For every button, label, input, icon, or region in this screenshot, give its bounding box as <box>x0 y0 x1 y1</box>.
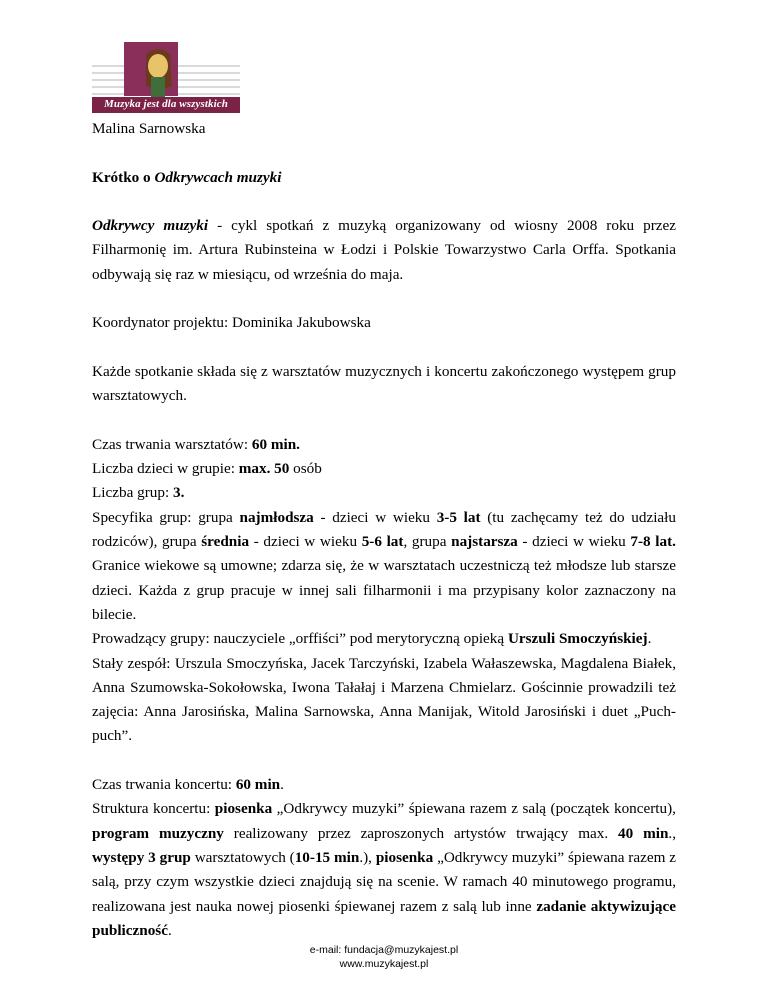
footer-email: e-mail: fundacja@muzykajest.pl <box>309 944 459 956</box>
page-footer <box>0 944 768 971</box>
group-leaders-line: Prowadzący grupy: nauczyciele „orffiści” pod merytoryczną opieką Urszuli Smoczyńskiej. <box>92 630 652 648</box>
author-name: Malina Sarnowska <box>92 120 206 137</box>
group-specifics-paragraph: Specyfika grup: grupa najmłodsza - dzieci w wieku 3-5 lat (tu zachęcamy też do udziału rodziców), grupa średnia - dzieci w wieku 5-6 lat, grupa najstarsza - dzieci w wieku 7-8 lat. Granice wiekowe są umowne; zdarza się, że w warsztatach uczestniczą też młodsze lub starsze dzieci. Każda z grup pracuje w innej sali filharmonii i ma przypisany kolor zaznaczony na bilecie. <box>92 508 676 623</box>
group-size: Liczba dzieci w grupie: max. 50 osób <box>92 460 322 478</box>
section-heading: Krótko o Odkrywcach muzyki <box>92 168 282 186</box>
coordinator-line: Koordynator projektu: Dominika Jakubowska <box>92 314 371 332</box>
concert-duration: Czas trwania koncertu: 60 min. <box>92 776 284 794</box>
document-body <box>92 117 676 943</box>
intro-paragraph: Odkrywcy muzyki - cykl spotkań z muzyką organizowany od wiosny 2008 roku przez Filharmonię im. Artura Rubinsteina w Łodzi i Polskie Towarzystwo Carla Orffa. Spotkania odbywają się raz w miesiącu, od września do maja. <box>92 217 676 283</box>
concert-structure-paragraph: Struktura koncertu: piosenka „Odkrywcy muzyki” śpiewana razem z salą (początek koncertu), program muzyczny realizowany przez zaproszonych artystów trwający max. 40 min., występy 3 grup warsztatowych (10-15 min.), piosenka „Odkrywcy muzyki” śpiewana razem z salą, przy czym wszystkie dzieci znajdują się na scenie. W ramach 40 minutowego programu, realizowana jest nauka nowej piosenki śpiewanej razem z salą lub inne zadanie aktywizujące publiczność. <box>92 800 676 939</box>
logo-caption: Muzyka jest dla wszystkich <box>104 98 228 110</box>
logo <box>92 42 240 114</box>
group-count: Liczba grup: 3. <box>92 484 185 502</box>
footer-website: www.muzykajest.pl <box>339 957 429 970</box>
team-paragraph: Stały zespół: Urszula Smoczyńska, Jacek Tarczyński, Izabela Wałaszewska, Magdalena Białek, Anna Szumowska-Sokołowska, Iwona Tałałaj i Marzena Chmielarz. Gościnnie prowadzili też zajęcia: Anna Jarosińska, Malina Sarnowska, Anna Manijak, Witold Jarosiński i duet „Puch-puch”. <box>92 654 676 745</box>
structure-intro-paragraph: Każde spotkanie składa się z warsztatów muzycznych i koncertu zakończonego występem grup warsztatowych. <box>92 362 676 405</box>
workshop-duration: Czas trwania warsztatów: 60 min. <box>92 435 300 453</box>
